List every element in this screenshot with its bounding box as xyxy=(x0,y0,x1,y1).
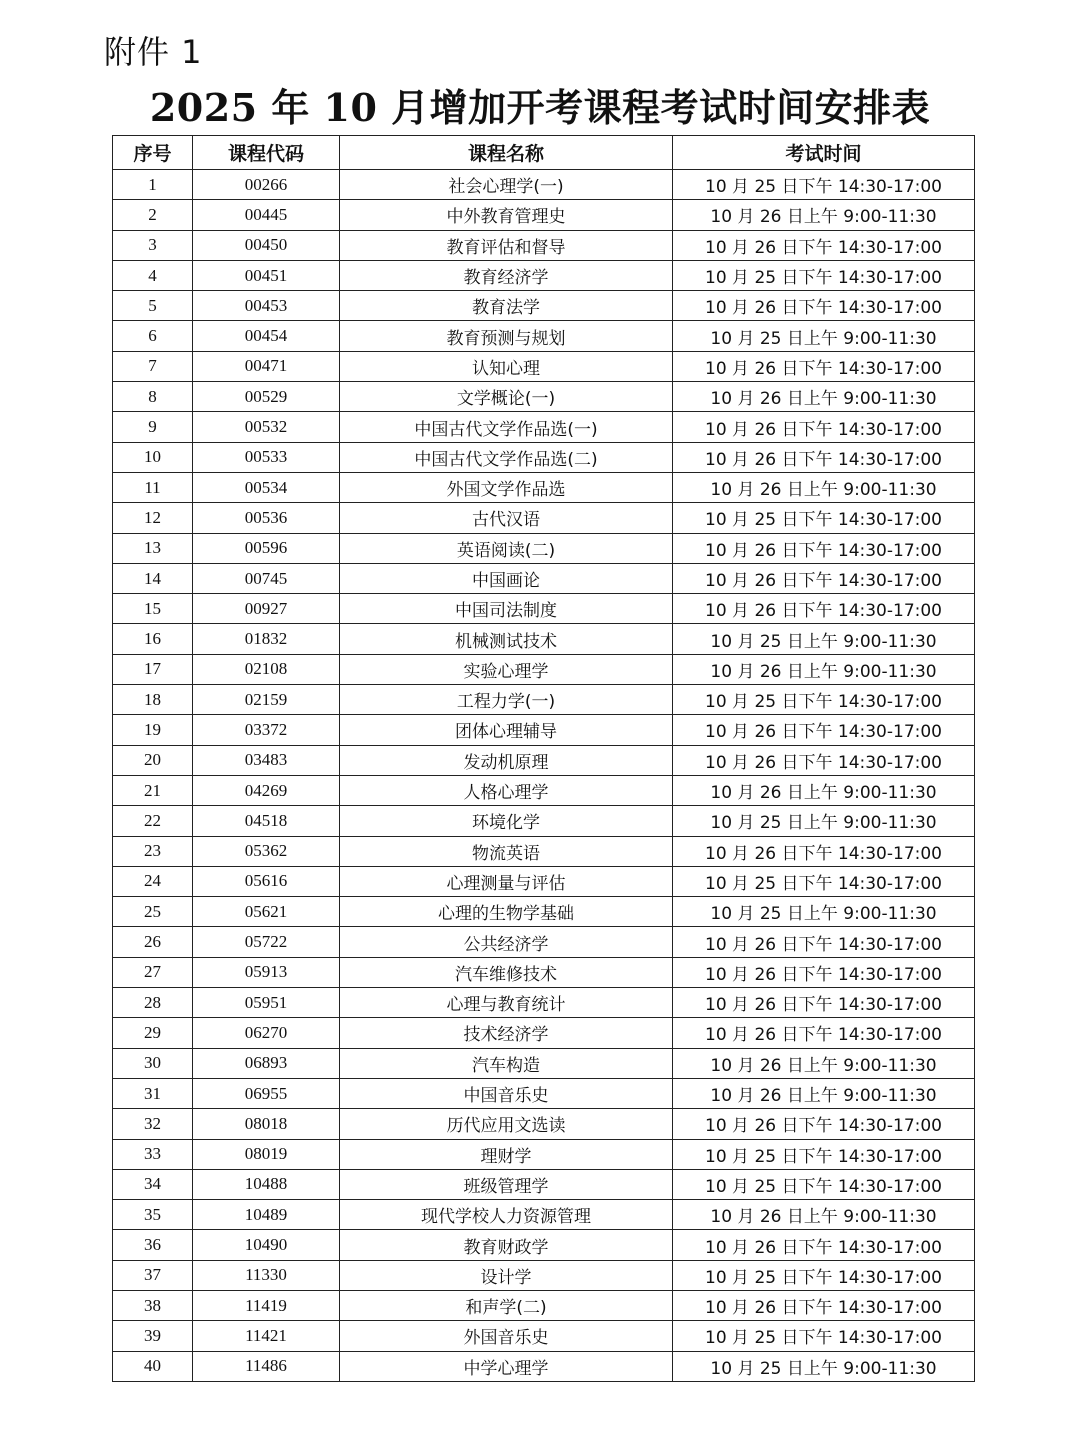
exam-time-cell: 10 月 25 日下午 14:30-17:00 xyxy=(673,685,975,715)
table-row xyxy=(113,321,975,351)
seq-cell: 2 xyxy=(113,200,193,230)
table-row xyxy=(113,1200,975,1230)
course-name-cell: 心理的生物学基础 xyxy=(340,897,673,927)
course-name-cell: 物流英语 xyxy=(340,836,673,866)
course-code-cell: 05722 xyxy=(193,927,340,957)
exam-time-cell: 10 月 25 日上午 9:00-11:30 xyxy=(673,624,975,654)
course-code-cell: 08018 xyxy=(193,1109,340,1139)
column-header-time: 考试时间 xyxy=(673,136,975,170)
table-row xyxy=(113,1139,975,1169)
exam-time-cell: 10 月 26 日下午 14:30-17:00 xyxy=(673,715,975,745)
table-row xyxy=(113,927,975,957)
exam-time-cell: 10 月 25 日下午 14:30-17:00 xyxy=(673,866,975,896)
exam-time-cell: 10 月 26 日上午 9:00-11:30 xyxy=(673,472,975,502)
seq-cell: 34 xyxy=(113,1169,193,1199)
exam-time-cell: 10 月 26 日下午 14:30-17:00 xyxy=(673,291,975,321)
seq-cell: 14 xyxy=(113,563,193,593)
table-row xyxy=(113,715,975,745)
exam-time-cell: 10 月 26 日下午 14:30-17:00 xyxy=(673,594,975,624)
seq-cell: 30 xyxy=(113,1048,193,1078)
course-name-cell: 汽车构造 xyxy=(340,1048,673,1078)
course-name-cell: 技术经济学 xyxy=(340,1018,673,1048)
course-name-cell: 外国文学作品选 xyxy=(340,472,673,502)
course-code-cell: 00533 xyxy=(193,442,340,472)
course-code-cell: 10490 xyxy=(193,1230,340,1260)
seq-cell: 39 xyxy=(113,1321,193,1351)
course-code-cell: 11486 xyxy=(193,1351,340,1381)
course-name-cell: 理财学 xyxy=(340,1139,673,1169)
exam-time-cell: 10 月 25 日下午 14:30-17:00 xyxy=(673,1260,975,1290)
course-name-cell: 发动机原理 xyxy=(340,745,673,775)
table-row xyxy=(113,897,975,927)
course-name-cell: 教育评估和督导 xyxy=(340,230,673,260)
course-name-cell: 教育财政学 xyxy=(340,1230,673,1260)
exam-time-cell: 10 月 26 日上午 9:00-11:30 xyxy=(673,1200,975,1230)
course-name-cell: 心理与教育统计 xyxy=(340,988,673,1018)
course-code-cell: 00745 xyxy=(193,563,340,593)
exam-time-cell: 10 月 26 日下午 14:30-17:00 xyxy=(673,1230,975,1260)
course-name-cell: 教育法学 xyxy=(340,291,673,321)
course-code-cell: 00532 xyxy=(193,412,340,442)
course-code-cell: 00471 xyxy=(193,351,340,381)
course-code-cell: 04269 xyxy=(193,775,340,805)
course-name-cell: 中国音乐史 xyxy=(340,1078,673,1108)
course-name-cell: 外国音乐史 xyxy=(340,1321,673,1351)
table-row xyxy=(113,170,975,200)
attachment-label: 附件 1 xyxy=(104,33,203,71)
seq-cell: 16 xyxy=(113,624,193,654)
course-code-cell: 02108 xyxy=(193,654,340,684)
seq-cell: 32 xyxy=(113,1109,193,1139)
exam-time-cell: 10 月 26 日上午 9:00-11:30 xyxy=(673,200,975,230)
course-code-cell: 10489 xyxy=(193,1200,340,1230)
course-name-cell: 历代应用文选读 xyxy=(340,1109,673,1139)
seq-cell: 31 xyxy=(113,1078,193,1108)
exam-time-cell: 10 月 26 日上午 9:00-11:30 xyxy=(673,775,975,805)
exam-time-cell: 10 月 26 日上午 9:00-11:30 xyxy=(673,382,975,412)
table-row xyxy=(113,1169,975,1199)
course-name-cell: 中国古代文学作品选(一) xyxy=(340,412,673,442)
course-name-cell: 汽车维修技术 xyxy=(340,957,673,987)
table-row xyxy=(113,1078,975,1108)
course-code-cell: 00529 xyxy=(193,382,340,412)
table-row xyxy=(113,472,975,502)
course-code-cell: 05621 xyxy=(193,897,340,927)
exam-time-cell: 10 月 26 日下午 14:30-17:00 xyxy=(673,836,975,866)
table-row xyxy=(113,957,975,987)
course-code-cell: 05362 xyxy=(193,836,340,866)
course-code-cell: 00453 xyxy=(193,291,340,321)
seq-cell: 36 xyxy=(113,1230,193,1260)
table-row xyxy=(113,1230,975,1260)
course-code-cell: 03372 xyxy=(193,715,340,745)
course-code-cell: 00454 xyxy=(193,321,340,351)
exam-time-cell: 10 月 26 日下午 14:30-17:00 xyxy=(673,1290,975,1320)
course-code-cell: 11330 xyxy=(193,1260,340,1290)
seq-cell: 37 xyxy=(113,1260,193,1290)
exam-time-cell: 10 月 25 日上午 9:00-11:30 xyxy=(673,897,975,927)
header-row xyxy=(113,136,975,170)
table-row xyxy=(113,1048,975,1078)
table-row xyxy=(113,594,975,624)
course-code-cell: 00445 xyxy=(193,200,340,230)
seq-cell: 35 xyxy=(113,1200,193,1230)
table-body xyxy=(113,170,975,1382)
exam-time-cell: 10 月 26 日上午 9:00-11:30 xyxy=(673,1078,975,1108)
seq-cell: 19 xyxy=(113,715,193,745)
course-code-cell: 00927 xyxy=(193,594,340,624)
course-name-cell: 环境化学 xyxy=(340,806,673,836)
course-name-cell: 中国画论 xyxy=(340,563,673,593)
table-row xyxy=(113,836,975,866)
table-row xyxy=(113,563,975,593)
seq-cell: 21 xyxy=(113,775,193,805)
exam-time-cell: 10 月 25 日上午 9:00-11:30 xyxy=(673,806,975,836)
table-row xyxy=(113,412,975,442)
table-row xyxy=(113,775,975,805)
table-row xyxy=(113,503,975,533)
table-row xyxy=(113,1018,975,1048)
exam-time-cell: 10 月 25 日下午 14:30-17:00 xyxy=(673,170,975,200)
course-code-cell: 00450 xyxy=(193,230,340,260)
table-row xyxy=(113,654,975,684)
course-name-cell: 认知心理 xyxy=(340,351,673,381)
exam-time-cell: 10 月 26 日下午 14:30-17:00 xyxy=(673,563,975,593)
exam-time-cell: 10 月 26 日下午 14:30-17:00 xyxy=(673,230,975,260)
course-name-cell: 设计学 xyxy=(340,1260,673,1290)
course-name-cell: 工程力学(一) xyxy=(340,685,673,715)
seq-cell: 38 xyxy=(113,1290,193,1320)
exam-time-cell: 10 月 26 日下午 14:30-17:00 xyxy=(673,533,975,563)
table-row xyxy=(113,1321,975,1351)
course-code-cell: 11421 xyxy=(193,1321,340,1351)
seq-cell: 5 xyxy=(113,291,193,321)
seq-cell: 4 xyxy=(113,260,193,290)
course-code-cell: 05616 xyxy=(193,866,340,896)
course-name-cell: 中国司法制度 xyxy=(340,594,673,624)
course-code-cell: 08019 xyxy=(193,1139,340,1169)
course-name-cell: 和声学(二) xyxy=(340,1290,673,1320)
exam-time-cell: 10 月 25 日下午 14:30-17:00 xyxy=(673,1321,975,1351)
exam-time-cell: 10 月 26 日下午 14:30-17:00 xyxy=(673,442,975,472)
course-name-cell: 机械测试技术 xyxy=(340,624,673,654)
column-header-name: 课程名称 xyxy=(340,136,673,170)
seq-cell: 17 xyxy=(113,654,193,684)
course-name-cell: 英语阅读(二) xyxy=(340,533,673,563)
seq-cell: 1 xyxy=(113,170,193,200)
exam-time-cell: 10 月 26 日下午 14:30-17:00 xyxy=(673,1018,975,1048)
seq-cell: 33 xyxy=(113,1139,193,1169)
course-code-cell: 00534 xyxy=(193,472,340,502)
seq-cell: 23 xyxy=(113,836,193,866)
exam-time-cell: 10 月 26 日上午 9:00-11:30 xyxy=(673,654,975,684)
table-row xyxy=(113,291,975,321)
course-name-cell: 教育预测与规划 xyxy=(340,321,673,351)
exam-time-cell: 10 月 25 日下午 14:30-17:00 xyxy=(673,503,975,533)
exam-time-cell: 10 月 26 日上午 9:00-11:30 xyxy=(673,1048,975,1078)
course-name-cell: 中外教育管理史 xyxy=(340,200,673,230)
table-row xyxy=(113,230,975,260)
seq-cell: 24 xyxy=(113,866,193,896)
exam-schedule-table xyxy=(112,135,975,1382)
seq-cell: 15 xyxy=(113,594,193,624)
table-row xyxy=(113,624,975,654)
exam-time-cell: 10 月 26 日下午 14:30-17:00 xyxy=(673,957,975,987)
table-row xyxy=(113,351,975,381)
table-row xyxy=(113,533,975,563)
table-row xyxy=(113,260,975,290)
course-code-cell: 06270 xyxy=(193,1018,340,1048)
column-header-seq: 序号 xyxy=(113,136,193,170)
table-row xyxy=(113,1290,975,1320)
table-row xyxy=(113,1351,975,1381)
seq-cell: 7 xyxy=(113,351,193,381)
seq-cell: 9 xyxy=(113,412,193,442)
exam-time-cell: 10 月 26 日下午 14:30-17:00 xyxy=(673,988,975,1018)
exam-time-cell: 10 月 26 日下午 14:30-17:00 xyxy=(673,1109,975,1139)
course-code-cell: 03483 xyxy=(193,745,340,775)
seq-cell: 11 xyxy=(113,472,193,502)
course-name-cell: 古代汉语 xyxy=(340,503,673,533)
course-name-cell: 现代学校人力资源管理 xyxy=(340,1200,673,1230)
table-row xyxy=(113,806,975,836)
table-row xyxy=(113,866,975,896)
course-name-cell: 社会心理学(一) xyxy=(340,170,673,200)
table-row xyxy=(113,200,975,230)
seq-cell: 6 xyxy=(113,321,193,351)
course-name-cell: 心理测量与评估 xyxy=(340,866,673,896)
table-row xyxy=(113,382,975,412)
course-name-cell: 中国古代文学作品选(二) xyxy=(340,442,673,472)
course-code-cell: 04518 xyxy=(193,806,340,836)
course-code-cell: 11419 xyxy=(193,1290,340,1320)
seq-cell: 29 xyxy=(113,1018,193,1048)
seq-cell: 22 xyxy=(113,806,193,836)
course-code-cell: 01832 xyxy=(193,624,340,654)
course-code-cell: 00266 xyxy=(193,170,340,200)
table-header xyxy=(113,136,975,170)
seq-cell: 27 xyxy=(113,957,193,987)
seq-cell: 28 xyxy=(113,988,193,1018)
course-code-cell: 06955 xyxy=(193,1078,340,1108)
table-row xyxy=(113,1109,975,1139)
seq-cell: 3 xyxy=(113,230,193,260)
course-name-cell: 人格心理学 xyxy=(340,775,673,805)
seq-cell: 8 xyxy=(113,382,193,412)
course-name-cell: 班级管理学 xyxy=(340,1169,673,1199)
exam-time-cell: 10 月 26 日下午 14:30-17:00 xyxy=(673,412,975,442)
exam-time-cell: 10 月 25 日下午 14:30-17:00 xyxy=(673,260,975,290)
seq-cell: 20 xyxy=(113,745,193,775)
course-name-cell: 教育经济学 xyxy=(340,260,673,290)
course-name-cell: 文学概论(一) xyxy=(340,382,673,412)
course-code-cell: 00596 xyxy=(193,533,340,563)
exam-time-cell: 10 月 25 日上午 9:00-11:30 xyxy=(673,321,975,351)
course-code-cell: 10488 xyxy=(193,1169,340,1199)
table-row xyxy=(113,988,975,1018)
seq-cell: 26 xyxy=(113,927,193,957)
exam-time-cell: 10 月 25 日下午 14:30-17:00 xyxy=(673,1169,975,1199)
course-name-cell: 中学心理学 xyxy=(340,1351,673,1381)
course-name-cell: 公共经济学 xyxy=(340,927,673,957)
seq-cell: 25 xyxy=(113,897,193,927)
course-code-cell: 00536 xyxy=(193,503,340,533)
course-code-cell: 05951 xyxy=(193,988,340,1018)
course-code-cell: 02159 xyxy=(193,685,340,715)
seq-cell: 10 xyxy=(113,442,193,472)
course-code-cell: 06893 xyxy=(193,1048,340,1078)
exam-time-cell: 10 月 25 日下午 14:30-17:00 xyxy=(673,1139,975,1169)
exam-time-cell: 10 月 26 日下午 14:30-17:00 xyxy=(673,927,975,957)
course-name-cell: 团体心理辅导 xyxy=(340,715,673,745)
exam-time-cell: 10 月 26 日下午 14:30-17:00 xyxy=(673,351,975,381)
course-code-cell: 00451 xyxy=(193,260,340,290)
course-code-cell: 05913 xyxy=(193,957,340,987)
table-row xyxy=(113,745,975,775)
table-row xyxy=(113,1260,975,1290)
column-header-code: 课程代码 xyxy=(193,136,340,170)
exam-time-cell: 10 月 25 日上午 9:00-11:30 xyxy=(673,1351,975,1381)
seq-cell: 40 xyxy=(113,1351,193,1381)
table-row xyxy=(113,685,975,715)
table-row xyxy=(113,442,975,472)
seq-cell: 13 xyxy=(113,533,193,563)
course-name-cell: 实验心理学 xyxy=(340,654,673,684)
document-title: 2025 年 10 月增加开考课程考试时间安排表 xyxy=(149,85,931,130)
exam-time-cell: 10 月 26 日下午 14:30-17:00 xyxy=(673,745,975,775)
seq-cell: 12 xyxy=(113,503,193,533)
seq-cell: 18 xyxy=(113,685,193,715)
